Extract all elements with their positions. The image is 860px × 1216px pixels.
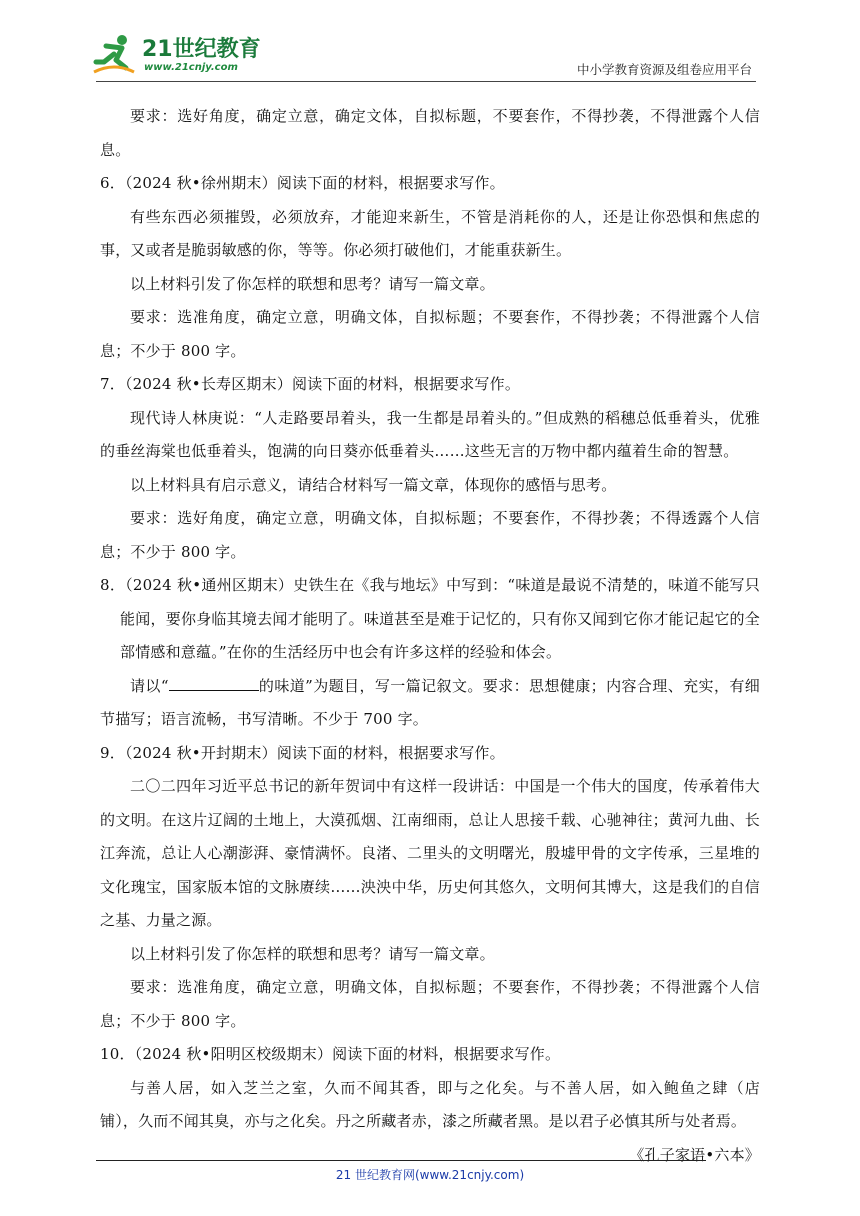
question-6-heading: 6．（2024 秋•徐州期末）阅读下面的材料，根据要求写作。 — [100, 174, 505, 192]
paragraph: 要求：选准角度，确定立意，明确文体，自拟标题；不要套作，不得抄袭；不得泄露个人信息；不少于 800 字。 — [100, 978, 760, 1030]
paragraph: 要求：选好角度，确定立意，确定文体，自拟标题，不要套作，不得抄袭，不得泄露个人信息。 — [100, 107, 760, 159]
paragraph: 现代诗人林庚说：“人走路要昂着头，我一生都是昂着头的。”但成熟的稻穗总低垂着头，优雅的垂丝海棠也低垂着头，饱满的向日葵亦低垂着头……这些无言的万物中都内蕴着生命的智慧。 — [100, 408, 760, 460]
question-7-heading: 7．（2024 秋•长寿区期末）阅读下面的材料，根据要求写作。 — [100, 375, 521, 393]
question-10-heading: 10．（2024 秋•阳明区校级期末）阅读下面的材料，根据要求写作。 — [100, 1045, 561, 1063]
logo-url-text: www.21cnjy.com — [144, 62, 238, 73]
question-8-heading: 8．（2024 秋•通州区期末）史铁生在《我与地坛》中写到：“味道是最说不清楚的，味道不能写只能闻，要你身临其境去闻才能明了。味道甚至是难于记忆的，只有你又闻到它你才能记起它的全部情感和意蕴。”在你的生活经历中也会有许多这样的经验和体会。 — [100, 576, 760, 661]
footer-link[interactable]: 21 世纪教育网(www.21cnjy.com) — [335, 1168, 525, 1182]
document-body — [100, 100, 760, 1172]
header-divider — [96, 81, 756, 82]
logo-main-text: 21世纪教育 — [142, 37, 261, 62]
source-citation: 《孔子家语•六本》 — [629, 1145, 760, 1164]
paragraph: 以上材料引发了你怎样的联想和思考？请写一篇文章。 — [130, 944, 495, 963]
platform-title: 中小学教育资源及组卷应用平台 — [576, 62, 752, 77]
paragraph: 要求：选好角度，确定立意，明确文体，自拟标题；不要套作，不得抄袭；不得透露个人信息；不少于 800 字。 — [100, 509, 760, 561]
paragraph: 以上材料引发了你怎样的联想和思考？请写一篇文章。 — [130, 274, 495, 293]
paragraph: 与善人居，如入芝兰之室，久而不闻其香，即与之化矣。与不善人居，如入鲍鱼之肆（店铺），久而不闻其臭，亦与之化矣。丹之所藏者赤，漆之所藏者黑。是以君子必慎其所与处者焉。 — [100, 1078, 760, 1130]
paragraph: 以上材料具有启示意义，请结合材料写一篇文章，体现你的感悟与思考。 — [130, 475, 617, 494]
site-logo[interactable] — [92, 30, 262, 78]
question-9-heading: 9．（2024 秋•开封期末）阅读下面的材料，根据要求写作。 — [100, 743, 505, 762]
prompt-suffix: 的味道”为题目，写一篇记叙文。要求：思想健康；内容合理、充实，有细节描写；语言流畅，书写清晰。不少于 700 字。 — [100, 676, 760, 728]
question-8-prompt — [100, 670, 760, 737]
prompt-prefix: 请以“ — [130, 676, 169, 695]
runner-logo-icon — [92, 32, 136, 76]
paragraph: 二〇二四年习近平总书记的新年贺词中有这样一段讲话：中国是一个伟大的国度，传承着伟大的文明。在这片辽阔的土地上，大漠孤烟、江南细雨，总让人思接千载、心驰神往；黄河九曲、长江奔流，总让人心潮澎湃、豪情满怀。良渚、二里头的文明曙光，殷墟甲骨的文字传承，三星堆的文化瑰宝，国家版本馆的文脉赓续……泱泱中华，历史何其悠久，文明何其博大，这是我们的自信之基、力量之源。 — [100, 777, 760, 929]
footer-divider — [96, 1160, 706, 1161]
page-header — [0, 0, 860, 82]
paragraph: 有些东西必须摧毁，必须放弃，才能迎来新生，不管是消耗你的人，还是让你恐惧和焦虑的事，又或者是脆弱敏感的你，等等。你必须打破他们，才能重获新生。 — [100, 207, 760, 259]
fill-blank — [169, 676, 259, 691]
paragraph: 要求：选准角度，确定立意，明确文体，自拟标题；不要套作，不得抄袭；不得泄露个人信息；不少于 800 字。 — [100, 308, 760, 360]
